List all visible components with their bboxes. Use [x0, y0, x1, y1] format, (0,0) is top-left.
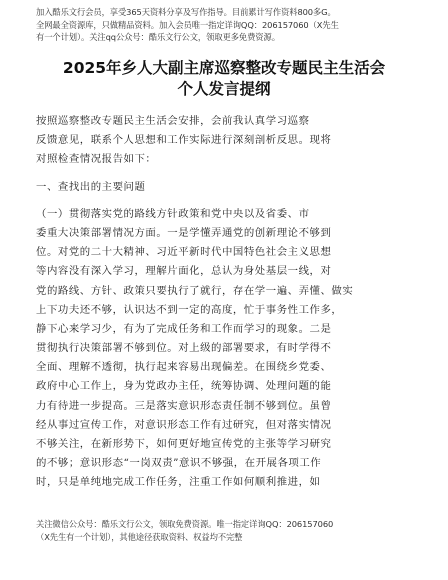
- body-text-line: 对照检查情况报告如下：: [36, 153, 157, 166]
- body-text-line: 按照巡察整改专题民主生活会安排，会前我认真学习巡察: [36, 115, 310, 127]
- body-text-line: 一、查找出的主要问题: [36, 180, 146, 193]
- body-text-line: 委重大决策部署情况方面。一是学懂弄通党的创新理论不够到: [36, 226, 332, 239]
- paragraph-gap: [36, 170, 412, 178]
- promo-footer-line: 关注微信公众号：酷乐文行公文，领取免费资源。唯一指定详询QQ：206157060: [36, 519, 334, 529]
- document-body: [36, 112, 412, 493]
- body-text-line: 位。对党的二十大精神、习近平新时代中国特色社会主义思想: [36, 246, 332, 259]
- promo-header-line: 全网最全资源库，只做精品资料。加入会员唯一指定详询QQ：206157060（X先生: [36, 19, 339, 30]
- paragraph-gap: [36, 197, 412, 205]
- promo-header-line: 加入酷乐文行会员，享受365天资料分享及写作指导。目前累计写作资料800多G。: [36, 7, 336, 17]
- body-text-line: 党的路线、方针、政策只要执行了就行，存在学一遍、弄懂、做实: [36, 284, 354, 297]
- promo-footer-line: （X先生有一个计划），其他途径获取资料、权益均不完整: [36, 531, 243, 542]
- body-text-line: 的不够；意识形态“一岗双责”意识不够强，在开展各项工作: [36, 457, 322, 470]
- body-text-line: 全面、理解不透彻，执行起来容易出现偏差。在围绕乡党委、: [36, 361, 332, 374]
- body-text-line: 上下功夫还不够，认识达不到一定的高度，忙于事务性工作多，: [36, 303, 343, 316]
- document-title-line: 2025年乡人大副主席巡察整改专题民主生活会: [62, 59, 386, 77]
- body-text-line: 经从事过宣传工作，对意识形态工作有过研究，但对落实情况: [36, 418, 332, 431]
- body-text-line: 不够关注，在新形势下，如何更好地宣传党的主张等学习研究: [36, 438, 332, 450]
- body-text-line: （一）贯彻落实党的路线方针政策和党中央以及省委、市: [36, 207, 310, 220]
- promo-header-line: 有一个计划）。关注qq公众号：酷乐文行公文，领取更多免费资源。: [36, 32, 280, 42]
- body-text-line: 时，只是单纯地完成工作任务，注重工作如何顺利推进，如: [36, 476, 321, 489]
- promo-header: [36, 6, 420, 44]
- body-text-line: 力有待进一步提高。三是落实意识形态责任制不够到位。虽曾: [36, 399, 332, 412]
- body-text-line: 贯彻执行决策部署不够到位。对上级的部署要求，有时学得不: [36, 342, 332, 355]
- body-text-line: 静下心来学习少，有为了完成任务和工作而学习的现象。二是: [36, 322, 332, 335]
- document-title: [36, 58, 412, 100]
- promo-footer: [36, 518, 420, 543]
- body-text-line: 政府中心工作上，身为党政办主任，统筹协调、处理问题的能: [36, 380, 332, 393]
- body-text-line: 等内容没有深入学习，理解片面化，总认为身处基层一线，对: [36, 265, 332, 278]
- body-text-line: 反馈意见，联系个人思想和工作实际进行深刻剖析反思。现将: [36, 134, 332, 147]
- document-title-line: 个人发言提纲: [177, 80, 271, 98]
